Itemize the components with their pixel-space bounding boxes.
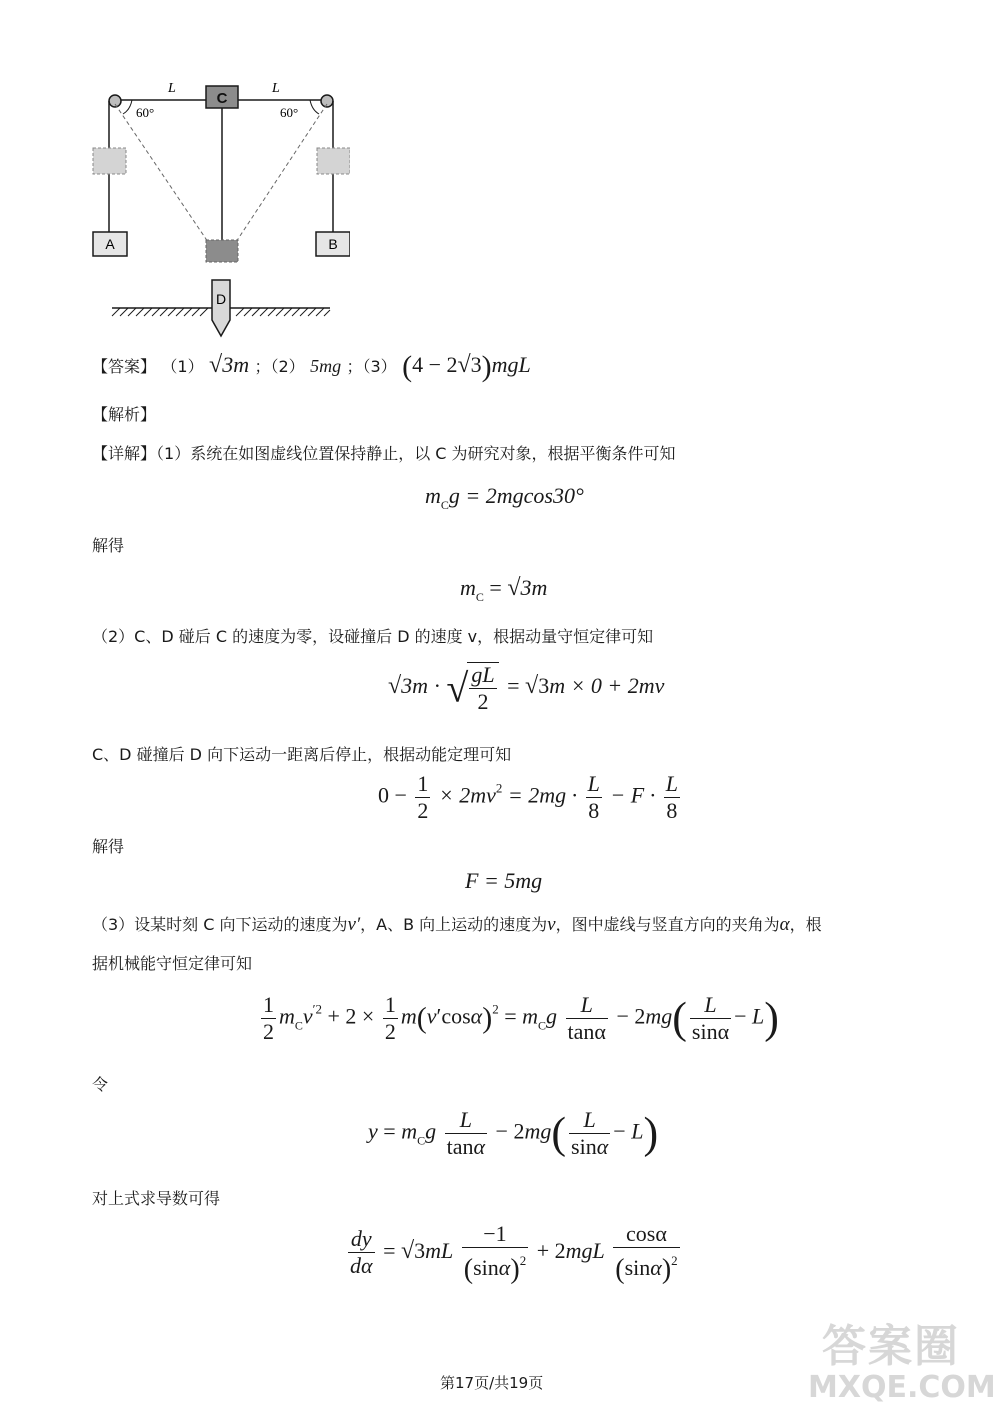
- detail-part2: （2）C、D 碰后 C 的速度为零，设碰撞后 D 的速度 v，根据动量守恒定律可知: [92, 627, 654, 646]
- svg-text:L: L: [168, 81, 176, 96]
- solve-label-1: 解得: [92, 536, 125, 555]
- detail-part3: （3）设某时刻 C 向下运动的速度为v′，A、B 向上运动的速度为v，图中虚线与竖直方向的夹角为α，根: [92, 914, 822, 935]
- left-pulley: [109, 95, 121, 107]
- svg-text:60°: 60°: [136, 105, 155, 120]
- watermark-logo: 答案圈: [822, 1321, 960, 1372]
- stake-d: [212, 280, 230, 336]
- equation-6: $\frac{1}{2}$ $m_Cv^{'2} + 2$ × $\frac{1}{2}$ $m(v'\cos\alpha)^2 = m_Cg$ $\frac{L}{\tan\alpha}$ − 2mg( $\frac{L}{\sin\alpha}$ − L): [263, 992, 779, 1044]
- equation-3: √3m · √ $\frac{gL}{2}$ = √3m × 0 + 2mv: [388, 662, 665, 714]
- equation-2: $m_C = √3m$: [460, 575, 548, 604]
- detail-part2-b: C、D 碰撞后 D 向下运动一距离后停止，根据动能定理可知: [92, 745, 512, 764]
- answer-prefix: 【答案】: [92, 357, 157, 377]
- svg-text:60°: 60°: [280, 105, 299, 120]
- equation-7: $y = m_Cg$ $\frac{L}{\tan\alpha}$ − 2mg( $\frac{L}{\sin\alpha}$ − L): [368, 1107, 659, 1159]
- equation-1: $m_Cg = 2mgcos30^\circ$: [425, 483, 584, 512]
- equation-8: $\frac{dy}{d\alpha}$ = √3mL $\frac{-1}{(\sin\alpha)^2}$ + 2mgL $\frac{\cos\alpha}{(\sin\alpha)^2}$: [350, 1221, 678, 1285]
- watermark-url: MXQE.COM: [808, 1370, 996, 1405]
- analysis-label: 【解析】: [92, 405, 157, 424]
- svg-text:A: A: [105, 236, 115, 252]
- answer-3: (4 − 2√3)mgL: [402, 350, 531, 383]
- physics-diagram: [90, 70, 350, 350]
- deriv-label: 对上式求导数可得: [92, 1189, 221, 1208]
- answer-1: √3m: [209, 352, 250, 379]
- answer-2: 5mg: [310, 356, 342, 377]
- right-pulley: [321, 95, 333, 107]
- svg-text:C: C: [216, 90, 228, 107]
- detail-part3-b: 据机械能守恒定律可知: [92, 954, 253, 973]
- page-number: 第17页/共19页: [440, 1374, 544, 1392]
- svg-text:D: D: [215, 291, 227, 307]
- let-label: 令: [92, 1075, 109, 1094]
- detail-part1: 【详解】（1）系统在如图虚线位置保持静止，以 C 为研究对象，根据平衡条件可知: [92, 444, 676, 463]
- ghost-block-b: [317, 148, 350, 174]
- ghost-block-c: [206, 240, 238, 262]
- equation-5: F = 5mg: [465, 868, 543, 893]
- solve-label-2: 解得: [92, 837, 125, 856]
- ghost-block-a: [93, 148, 126, 174]
- equation-4: 0 − $\frac{1}{2}$ × $2mv^2 = 2mg$ · $\frac{L}{8}$ − F · $\frac{L}{8}$: [378, 771, 678, 823]
- svg-text:B: B: [328, 236, 338, 252]
- answer-line: 【答案】 （1） √3m ；（2） 5mg ；（3） (4 − 2√3)mgL: [92, 350, 531, 383]
- svg-text:L: L: [272, 81, 280, 96]
